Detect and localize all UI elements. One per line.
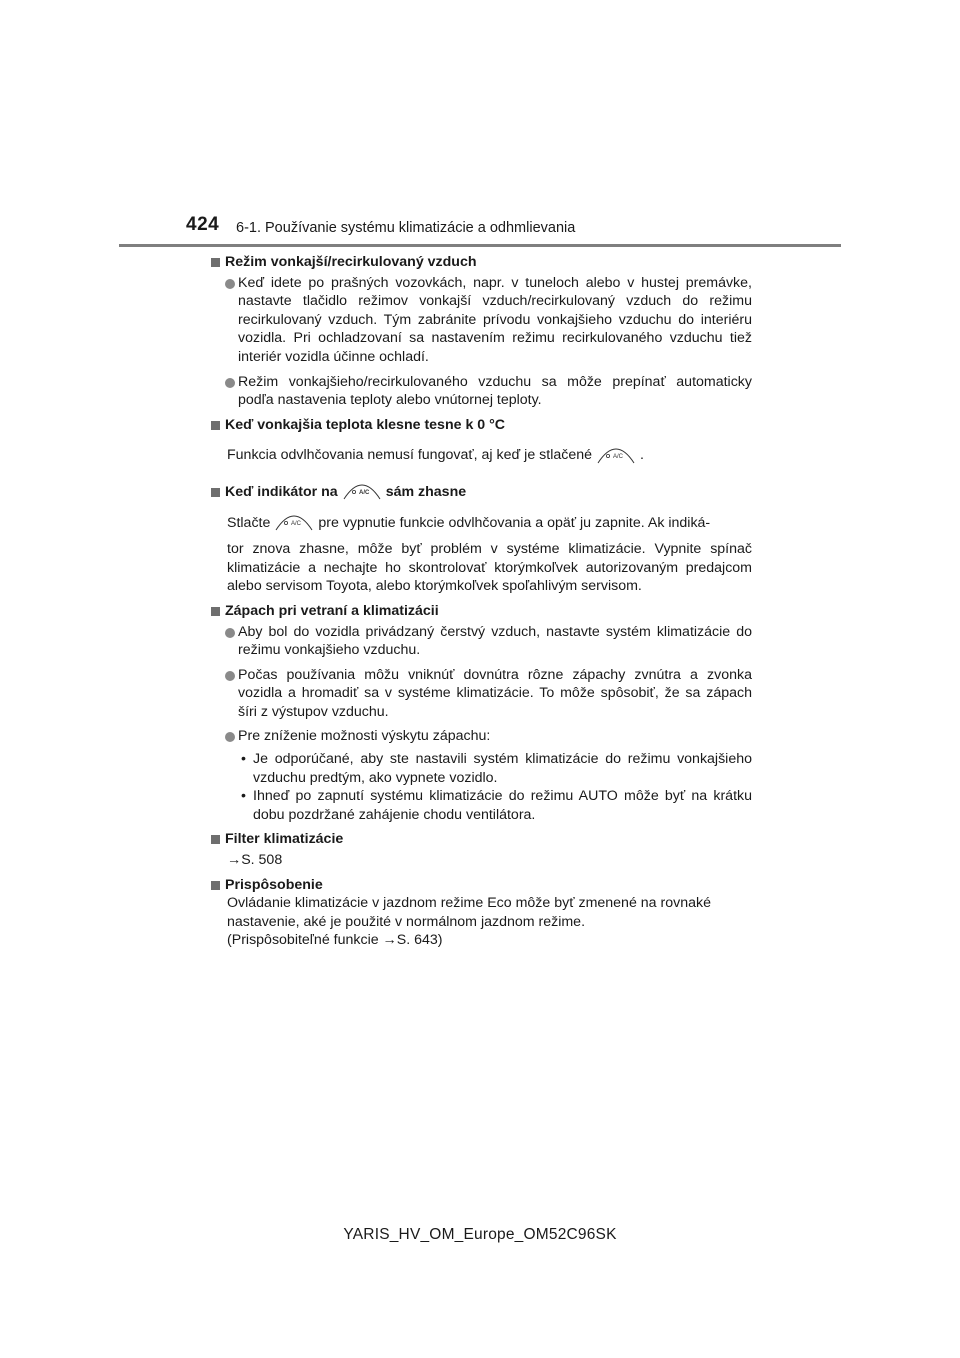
- page-reference: [210, 851, 752, 870]
- sub-list-item: [210, 787, 752, 824]
- section-heading-text: Keď indikátor na: [225, 483, 338, 500]
- bullet-text: Aby bol do vozidla privádzaný čerstvý vzduch, nastavte systém klimatizácie do režimu vonkajšieho vzduchu.: [238, 623, 752, 659]
- section-filter: [210, 830, 752, 869]
- section-heading: [210, 416, 752, 435]
- sub-list-text: Ihneď po zapnutí systému klimatizácie do režimu AUTO môže byť na krátku dobu pozdržané zahájenie chodu ventilátora.: [253, 788, 752, 823]
- ac-button-icon: [274, 509, 314, 531]
- section-heading: [210, 830, 752, 849]
- section-heading: [210, 602, 752, 621]
- section-customization: [210, 876, 752, 950]
- paragraph-text-mid: pre vypnutie funkcie odvlhčovania a opäť ju zapnite. Ak indiká-: [318, 514, 711, 531]
- paragraph: [210, 514, 752, 533]
- bullet-item: [210, 623, 752, 660]
- bullet-text: Keď idete po prašných vozovkách, napr. v tuneloch alebo v hustej premávke, nastavte tlačidlo režimov vonkajší vzduch/recirkulovaný vzduch do režimu recirkulovaný vzduch. Tým zabránite prívodu vonkajšieho vzduchu do interiéru vozidla. Pri ochladzovaní sa nastavením režimu recirkulovaného vzduchu tiež interiér vozidla účinne ochladí.: [238, 274, 752, 365]
- main-content: [210, 253, 752, 950]
- chapter-title: 6-1. Používanie systému klimatizácie a odhmlievania: [236, 220, 576, 236]
- round-bullet-icon: [225, 628, 235, 638]
- sub-list-text: Je odporúčané, aby ste nastavili systém klimatizácie do režimu vonkajšieho vzduchu predtým, ako vypnete vozidlo.: [253, 751, 752, 786]
- round-bullet-icon: [225, 732, 235, 742]
- svg-text:A/C: A/C: [613, 453, 624, 460]
- section-heading-text: Prispôsobenie: [225, 876, 323, 893]
- sub-bullet-marker: •: [241, 751, 246, 768]
- section-heading: [210, 253, 752, 272]
- round-bullet-icon: [225, 279, 235, 289]
- section-low-temperature: [210, 416, 752, 465]
- paragraph: [210, 540, 752, 596]
- paragraph-text: Ovládanie klimatizácie v jazdnom režime Eco môže byť zmenené na rovnaké nastavenie, aké je použité v normálnom jazdnom režime.: [227, 895, 711, 930]
- section-air-mode: [210, 253, 752, 410]
- square-bullet-icon: [211, 488, 220, 497]
- section-heading: [210, 876, 752, 895]
- paragraph-text: (Prispôsobiteľné funkcie →S. 643): [227, 932, 443, 949]
- square-bullet-icon: [211, 421, 220, 430]
- paragraph: [210, 446, 752, 465]
- bullet-text: Režim vonkajšieho/recirkulovaného vzduchu sa môže prepínať automaticky podľa nastavenia teploty alebo vnútornej teploty.: [238, 373, 752, 409]
- page-number: 424: [186, 214, 220, 235]
- footer-doc-id: YARIS_HV_OM_Europe_OM52C96SK: [343, 1226, 617, 1243]
- round-bullet-icon: [225, 378, 235, 388]
- bullet-text: Pre zníženie možnosti výskytu zápachu:: [238, 728, 491, 745]
- section-heading-text: Filter klimatizácie: [225, 831, 344, 848]
- section-heading-text: Režim vonkajší/recirkulovaný vzduch: [225, 254, 477, 270]
- section-heading-text: Zápach pri vetraní a klimatizácii: [225, 602, 439, 619]
- sub-bullet-marker: •: [241, 788, 246, 805]
- section-heading-text: Keď vonkajšia teplota klesne tesne k 0 °C: [225, 416, 506, 433]
- section-indicator-off: [210, 483, 752, 596]
- bullet-item: [210, 666, 752, 722]
- ac-button-icon: [342, 478, 382, 500]
- sub-list-item: [210, 750, 752, 787]
- section-heading-text-end: sám zhasne: [385, 483, 467, 500]
- header-rule: [119, 244, 841, 247]
- section-odor: [210, 602, 752, 825]
- square-bullet-icon: [211, 607, 220, 616]
- section-heading: [210, 483, 752, 502]
- square-bullet-icon: [211, 258, 220, 267]
- paragraph-text: tor znova zhasne, môže byť problém v systéme klimatizácie. Vypnite spínač klimatizácie a nechajte ho skontrolovať ktorýmkoľvek autorizovaným predajcom alebo servisom Toyota, alebo ktorýmkoľvek spoľahlivým servisom.: [227, 541, 752, 595]
- svg-text:A/C: A/C: [358, 490, 370, 497]
- bullet-item: [210, 373, 752, 410]
- paragraph: [210, 931, 752, 950]
- page-reference-text: →S. 508: [227, 852, 283, 869]
- square-bullet-icon: [211, 881, 220, 890]
- bullet-item: [210, 727, 752, 746]
- paragraph-text-end: .: [640, 447, 644, 464]
- bullet-item: [210, 274, 752, 367]
- round-bullet-icon: [225, 671, 235, 681]
- paragraph: [210, 894, 752, 931]
- svg-text:A/C: A/C: [291, 520, 302, 527]
- ac-button-icon: [596, 442, 636, 464]
- square-bullet-icon: [211, 835, 220, 844]
- paragraph-text: Stlačte: [227, 514, 271, 531]
- bullet-text: Počas používania môžu vniknúť dovnútra rôzne zápachy zvnútra a zvonka vozidla a hromadiť sa v systéme klimatizácie. To môže spôsobiť, že sa zápach šíri z výstupov vzduchu.: [238, 666, 752, 720]
- paragraph-text: Funkcia odvlhčovania nemusí fungovať, aj keď je stlačené: [227, 447, 592, 464]
